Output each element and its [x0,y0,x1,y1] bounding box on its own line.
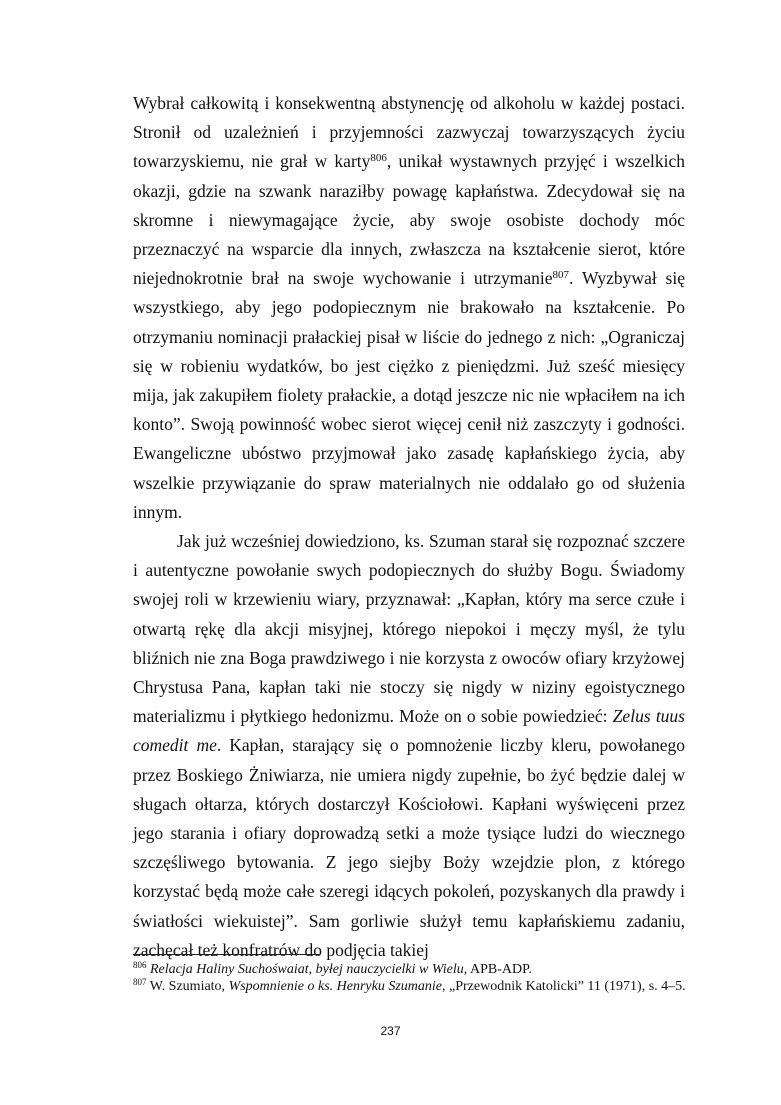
footnote-separator [133,954,320,955]
footnote-806 [133,961,689,978]
paragraph-2-text-b: . Kapłan, starający się o pomnożenie liczby kleru, powołanego przez Boskiego Żniwiarza, nie umiera nigdy zupełnie, bo żyć będzie dalej w sługach ołtarza, których dostarczył Kościołowi. Kapłani wyświęceni przez jego starania i ofiary doprowadzą setki a może tysiące ludzi do wiecznego szczęśliwego bytowania. Z jego siejby Boży wzejdzie plon, z którego korzystać będą może całe szeregi idących pokoleń, pozyskanych dla prawdy i światłości wiekuistej”. Sam gorliwie służył temu kapłańskiemu zadaniu, zachęcał też konfratrów do podjęcia takiej [133,735,685,960]
footnote-ref-807[interactable]: 807 [552,269,570,282]
paragraph-1-text-a: Wybrał całkowitą i konsekwentną abstynencję od alkoholu w każdej postaci. Stronił od uzależnień i przyjemności zazwyczaj towarzyszących życiu towarzyskiemu, nie grał w karty [133,93,685,172]
page-number: 237 [380,1024,401,1038]
paragraph-1-text-b: , unikał wystawnych przyjęć i wszelkich okazji, gdzie na szwank naraziłby powagę kapłaństwa. Zdecydował się na skromne i niewymagające życie, aby swoje osobiste dochody móc przeznaczyć na wsparcie dla innych, zwłaszcza na kształcenie sierot, które niejednokrotnie brał na swoje wychowanie i utrzymanie [133,151,685,289]
latin-quote: Zelus tuus comedit me [133,706,685,756]
footnote-number: 807 [133,977,147,987]
footnote-author: W. Szumiato, [149,979,229,994]
footnote-807 [133,978,689,995]
paragraph-2-text-a: Jak już wcześniej dowiedziono, ks. Szuman starał się rozpoznać szczere i autentyczne powołanie swych podopiecznych do służby Bogu. Świadomy swojej roli w krzewieniu wiary, przyznawał: „Kapłan, który ma serce czułe i otwartą rękę dla akcji misyjnej, którego niepokoi i męczy myśl, że tylu bliźnich nie zna Boga prawdziwego i nie korzysta z owoców ofiary krzyżowej Chrystusa Pana, kapłan taki nie stoczy się nigdy w niziny egoistycznego materializmu i płytkiego hedonizmu. Może on o sobie powiedzieć: [133,531,685,727]
paragraph-2 [133,527,685,965]
footnotes [133,961,689,995]
footnote-rest: , APB-ADP. [463,962,532,977]
footnote-title: Relacja Haliny Suchośwaiat, byłej nauczycielki w Wielu [150,962,464,977]
footnote-title: Wspomnienie o ks. Henryku Szumanie [228,979,443,994]
footnote-ref-806[interactable]: 806 [370,152,387,165]
main-text [133,89,685,965]
footnote-rest: , „Przewodnik Katolicki” 11 (1971), s. 4–5. [442,979,686,994]
paragraph-1-text-c: . Wyzbywał się wszystkiego, aby jego podopiecznym nie brakowało na kształcenie. Po otrzymaniu nominacji prałackiej pisał w liście do jednego z nich: „Ograniczaj się w robieniu wydatków, bo jest ciężko z pieniędzmi. Już sześć miesięcy mija, jak zakupiłem fiolety prałackie, a dotąd jeszcze nic nie wpłaciłem na ich konto”. Swoją powinność wobec sierot więcej cenił niż zaszczyty i godności. Ewangeliczne ubóstwo przyjmował jako zasadę kapłańskiego życia, aby wszelkie przywiązanie do spraw materialnych nie oddalało go od służenia innym. [133,268,685,522]
footnote-number: 806 [133,960,147,970]
paragraph-1 [133,89,685,527]
